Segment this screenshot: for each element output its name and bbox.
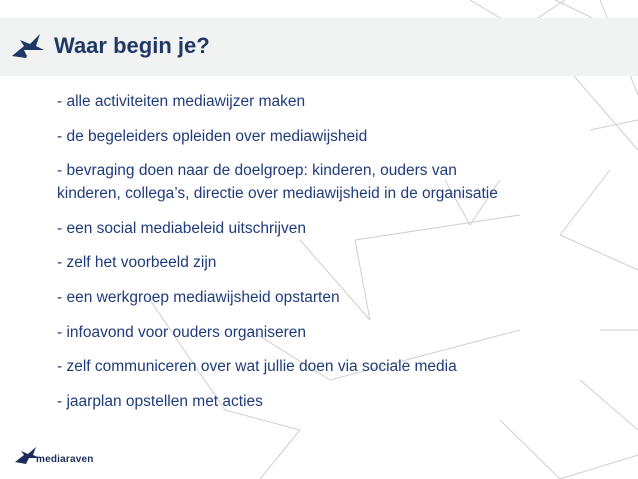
bullet-item: - infoavond voor ouders organiseren <box>57 323 307 341</box>
slide-title: Waar begin je? <box>54 33 210 58</box>
footer-logo <box>14 444 134 470</box>
bullet-item: - zelf het voorbeeld zijn <box>57 254 217 272</box>
bullet-item: - zelf communiceren over wat jullie doen via sociale media <box>57 358 457 376</box>
bullet-item: - bevraging doen naar de doelgroep: kinderen, ouders van kinderen, collega’s, directie over mediawijsheid in de organisatie <box>57 162 498 203</box>
bullet-item: - alle activiteiten mediawijzer maken <box>57 93 306 110</box>
mediaraven-bird-icon <box>10 30 46 64</box>
bullet-item: - de begeleiders opleiden over mediawijsheid <box>57 127 368 145</box>
bullet-item: - een social mediabeleid uitschrijven <box>57 219 306 237</box>
bullet-item: - jaarplan opstellen met acties <box>57 392 263 410</box>
footer-logo-text: mediaraven <box>36 454 94 465</box>
bullet-list <box>57 90 597 424</box>
bullet-item: - een werkgroep mediawijsheid opstarten <box>57 288 340 306</box>
